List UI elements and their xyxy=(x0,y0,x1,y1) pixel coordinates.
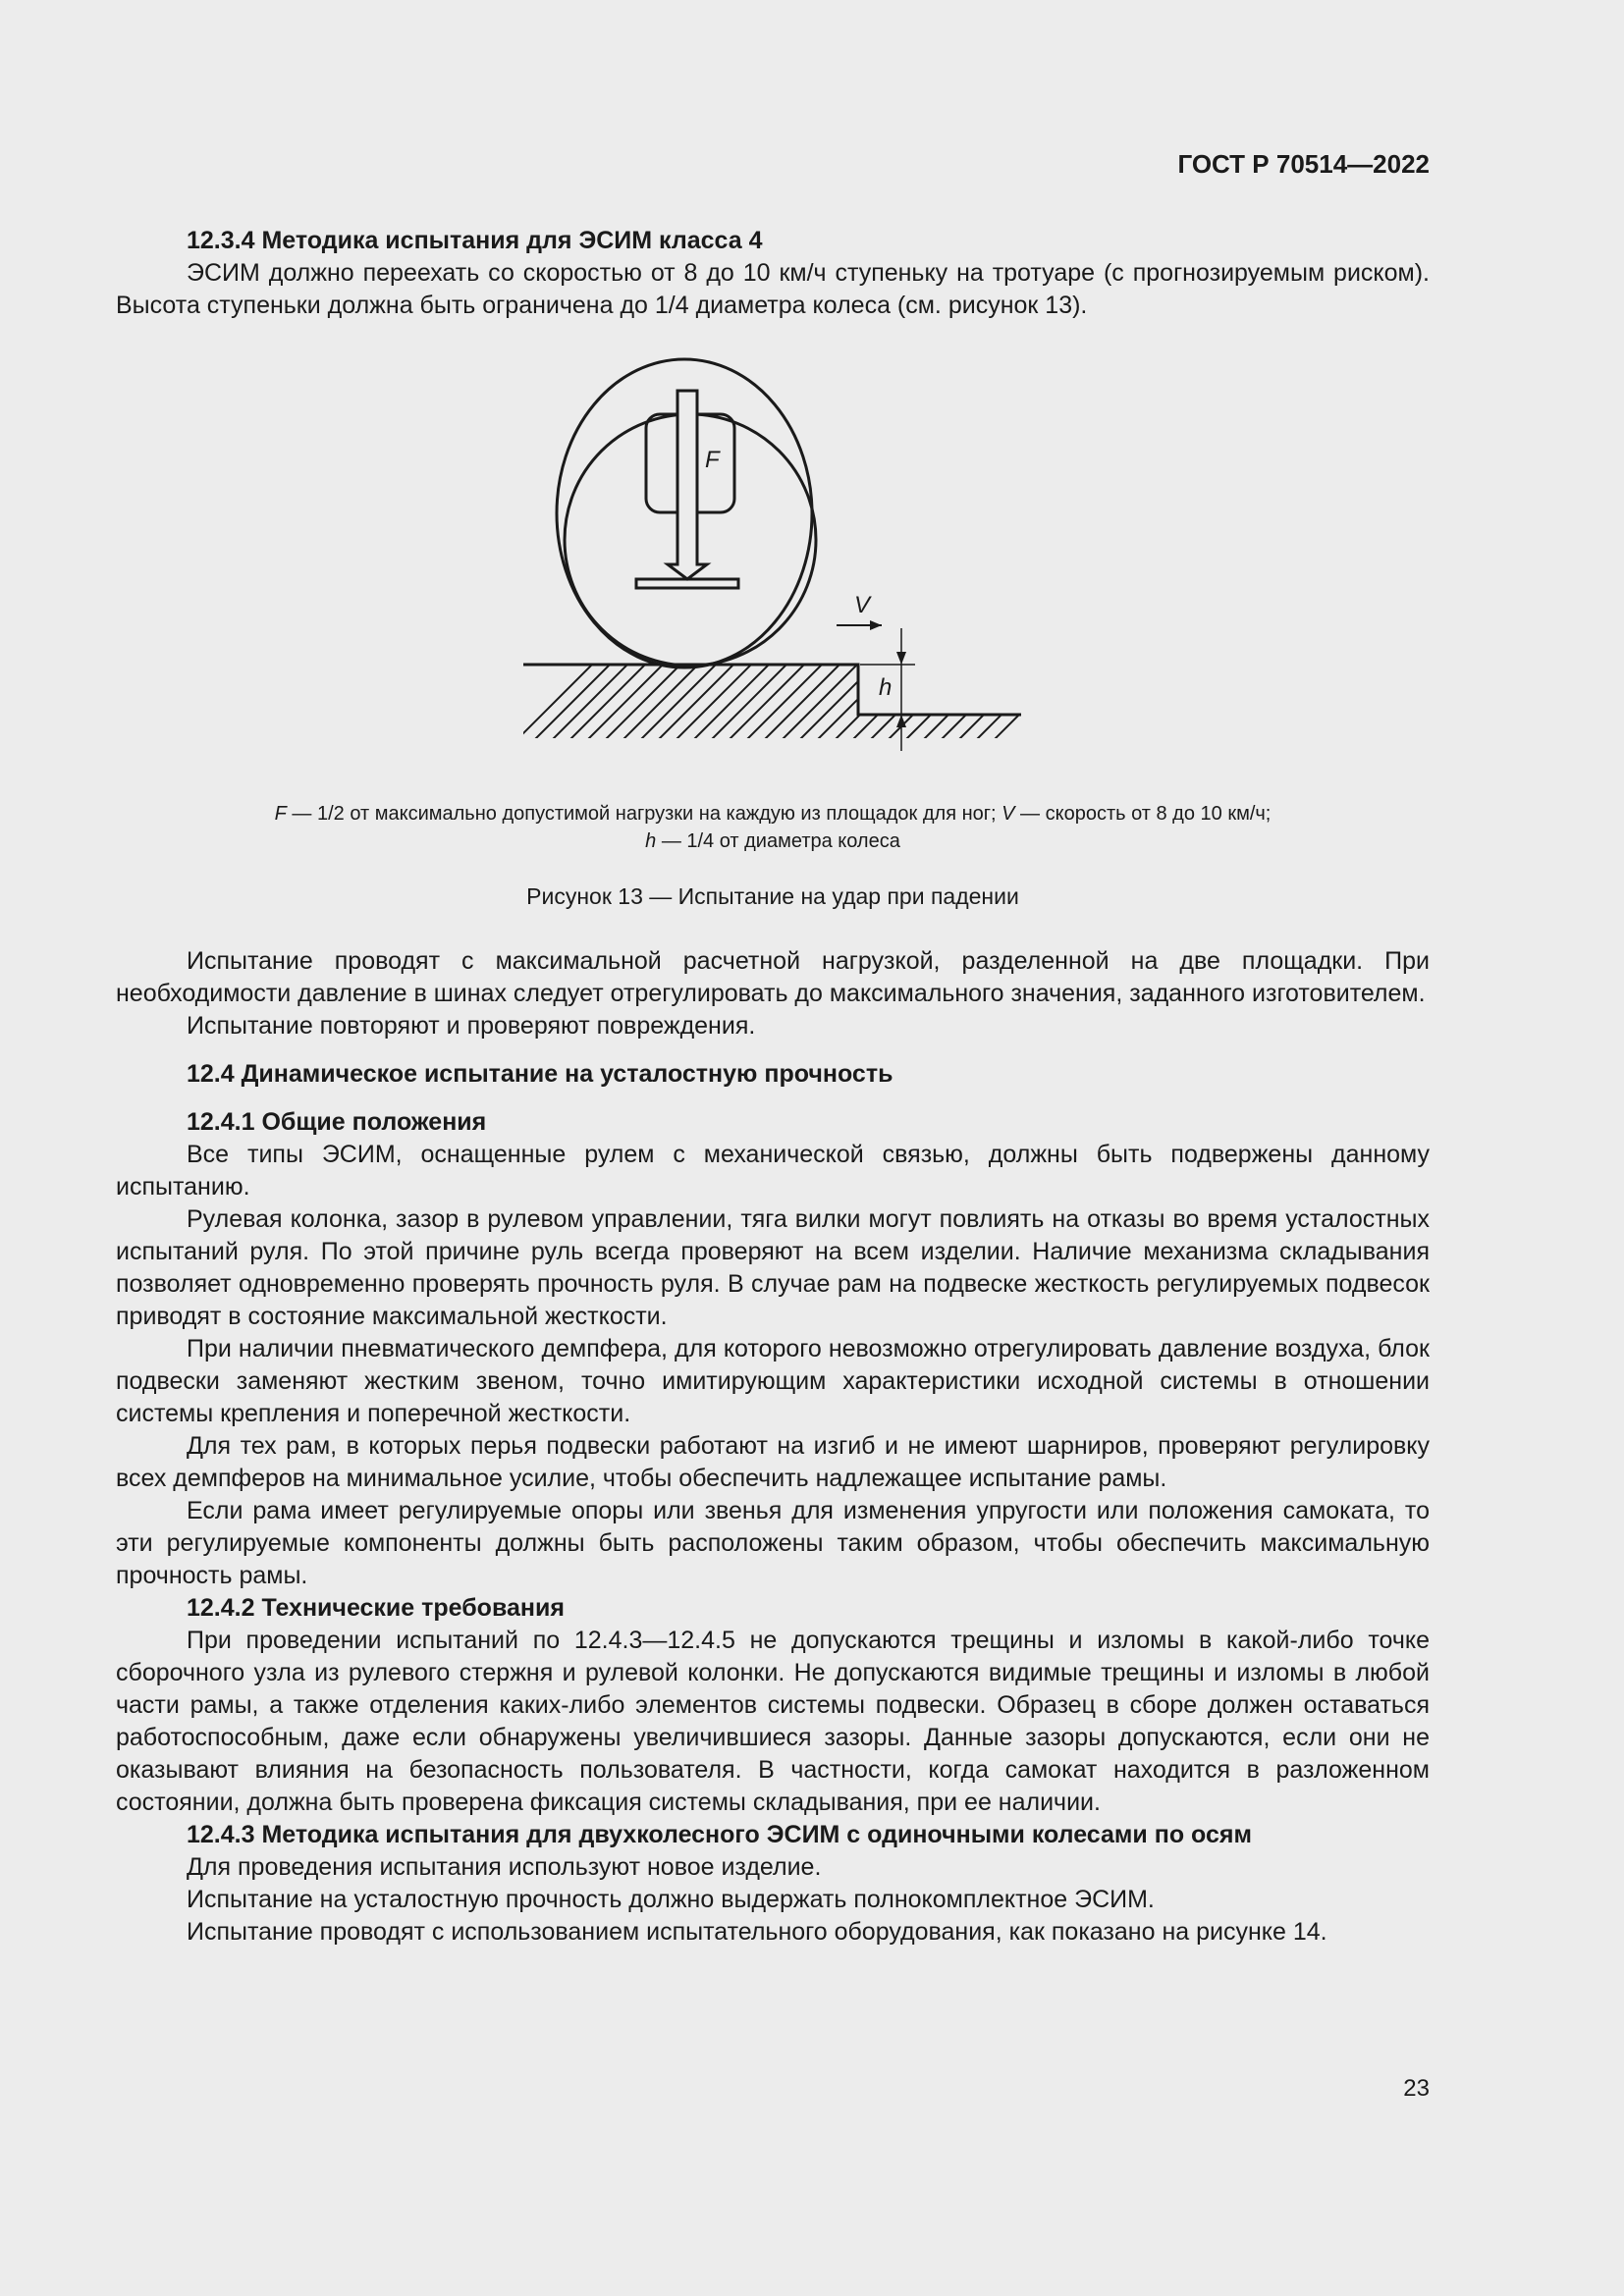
paragraph: Испытание повторяют и проверяют повреждения. xyxy=(187,1012,756,1040)
label-h: h xyxy=(879,674,893,701)
paragraph: Все типы ЭСИМ, оснащенные рулем с механической связью, должны быть подвержены данному испытанию. xyxy=(116,1141,1430,1201)
figure-legend xyxy=(116,800,1430,855)
ground-surface xyxy=(523,665,1021,715)
force-arrow xyxy=(668,391,707,579)
dimension-arrow-up xyxy=(896,715,906,727)
velocity-arrowhead xyxy=(870,620,882,630)
label-v: V xyxy=(854,592,871,618)
legend-line-1: F — 1/2 от максимально допустимой нагрузки на каждую из площадок для ног; V — скорость от 8 до 10 км/ч; xyxy=(274,803,1272,825)
paragraph: Испытание проводят с максимальной расчетной нагрузкой, разделенной на две площадки. При необходимости давление в шинах следует отрегулировать до максимального значения, заданного изготовителем. xyxy=(116,947,1430,1007)
legend-line-2: h — 1/4 от диаметра колеса xyxy=(645,830,900,852)
paragraph: Испытание проводят с использованием испытательного оборудования, как показано на рисунке 14. xyxy=(187,1918,1327,1946)
paragraph: Для тех рам, в которых перья подвески работают на изгиб и не имеют шарниров, проверяют регулировку всех демпферов на минимальное усилие, чтобы обеспечить надлежащее испытание рамы. xyxy=(116,1432,1430,1492)
paragraph: Рулевая колонка, зазор в рулевом управлении, тяга вилки могут повлиять на отказы во время усталостных испытаний руля. По этой причине руль всегда проверяют на всем изделии. Наличие механизма складывания позволяет одновременно проверять прочность руля. В случае рам на подвеске жесткость регулируемых подвесок приводят в состояние максимальной жесткости. xyxy=(116,1205,1430,1330)
dimension-arrow-down xyxy=(896,652,906,665)
paragraph: Для проведения испытания используют новое изделие. xyxy=(187,1853,822,1881)
section-heading: 12.4.3 Методика испытания для двухколесного ЭСИМ с одиночными колесами по осям xyxy=(187,1821,1252,1848)
ground-hatch xyxy=(511,655,1041,753)
section-heading: 12.4.2 Технические требования xyxy=(187,1594,565,1622)
paragraph: Если рама имеет регулируемые опоры или звенья для изменения упругости или положения самоката, то эти регулируемые компоненты должны быть расположены таким образом, чтобы обеспечить максимальную прочность рамы. xyxy=(116,1497,1430,1589)
figure-caption: Рисунок 13 — Испытание на удар при падении xyxy=(526,883,1019,909)
paragraph: Испытание на усталостную прочность должно выдержать полнокомплектное ЭСИМ. xyxy=(187,1886,1155,1913)
section-heading: 12.4 Динамическое испытание на усталостную прочность xyxy=(187,1060,893,1088)
paragraph: ЭСИМ должно переехать со скоростью от 8 до 10 км/ч ступеньку на тротуаре (с прогнозируемым риском). Высота ступеньки должна быть ограничена до 1/4 диаметра колеса (см. рисунок 13). xyxy=(116,259,1430,319)
main-body xyxy=(116,945,1430,1949)
figure-13-diagram xyxy=(511,348,1041,761)
page-number: 23 xyxy=(1403,2075,1430,2102)
foot-platform xyxy=(636,579,738,588)
paragraph: При проведении испытаний по 12.4.3—12.4.5 не допускаются трещины и изломы в какой-либо точке сборочного узла из рулевого стержня и рулевой колонки. Не допускаются видимые трещины и изломы в любой части рамы, а также отделения каких-либо элементов системы подвески. Образец в сборе должен оставаться работоспособным, даже если обнаружены увеличившиеся зазоры. Данные зазоры допускаются, если они не оказывают влияния на безопасность пользователя. В частности, когда самокат находится в разложенном состоянии, должна быть проверена фиксация системы складывания, при ее наличии. xyxy=(116,1627,1430,1816)
section-heading: 12.3.4 Методика испытания для ЭСИМ класса 4 xyxy=(187,227,763,254)
section-heading: 12.4.1 Общие положения xyxy=(187,1108,487,1136)
document-header-id: ГОСТ Р 70514—2022 xyxy=(1177,149,1430,179)
label-f: F xyxy=(705,447,720,473)
paragraph: При наличии пневматического демпфера, для которого невозможно отрегулировать давление воздуха, блок подвески заменяют жестким звеном, точно имитирующим характеристики исходной системы в отношении системы крепления и поперечной жесткости. xyxy=(116,1335,1430,1427)
section-12-3-4 xyxy=(116,225,1430,322)
